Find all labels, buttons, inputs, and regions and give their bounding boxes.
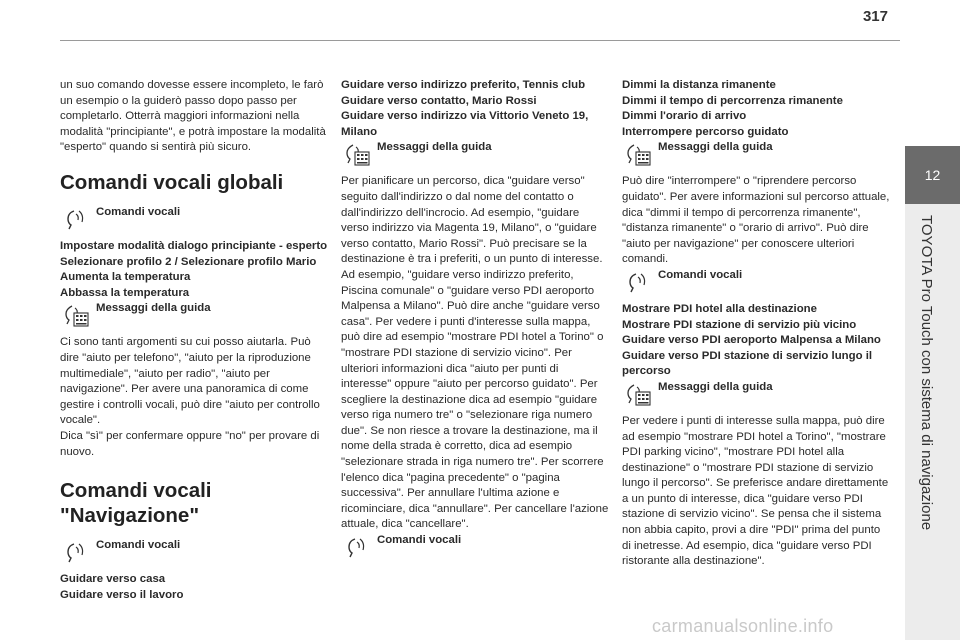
command-item: Abbassa la temperatura bbox=[60, 286, 190, 299]
voice-commands-label-row bbox=[60, 205, 328, 231]
help-text: Per pianificare un percorso, dica "guidare verso" seguito dall'indirizzo o dal nome del contatto o dall'indirizzo dell'incrocio. Ad esempio, "guidare verso indirizzo via Magenta 19, Milano", o "guidare verso contatto, Mario Rossi". Può precisare se la destinazione è tra i preferiti, o un punto di interesse. Ad esempio, "guidare verso indirizzo preferito, Piscina comunale" o "guidare verso PDI aeroporto Malpensa a Milano". Può dire anche "guidare verso casa". Per vedere i punti d'interesse sulla mappa, può dire ad esempio "mostrare PDI hotel a Torino" o "mostrare PDI stazione di servizio vicino". Per ulteriori informazioni dica "aiuto per punti di interesse" oppure "aiuto per percorso guidato". Per scegliere la destinazione dica ad esempio "guidare verso riga numero tre" o "selezionare riga numero due". Se non riesce a trovare la destinazione, ma il nome della strada è corretto, dica ad esempio "selezionare strada in riga numero tre". Per scorrere l'elenco dica "pagina precedente" o "pagina successiva". Per annullare l'ultima azione e ricominciare, dica "annullare". Per cancellare l'azione attuale, dica "cancellare". bbox=[341, 175, 609, 531]
voice-command-icon bbox=[60, 538, 90, 564]
heading-global-voice-commands: Comandi vocali globali bbox=[60, 170, 284, 194]
command-item: Impostare modalità dialogo principiante - esperto bbox=[60, 239, 328, 252]
command-item: Guidare verso indirizzo via Vittorio Veneto 19, Milano bbox=[341, 110, 589, 138]
command-item: Guidare verso PDI stazione di servizio lungo il percorso bbox=[622, 349, 873, 378]
guide-messages-label-row bbox=[622, 380, 890, 406]
watermark: carmanualsonline.info bbox=[652, 616, 834, 636]
guide-messages-label-row bbox=[60, 301, 328, 327]
command-item: Guidare verso il lavoro bbox=[60, 588, 184, 601]
voice-commands-label-row bbox=[622, 268, 890, 294]
guide-messages-label-row bbox=[341, 140, 609, 166]
guide-message-icon bbox=[622, 140, 652, 166]
guide-message-icon bbox=[341, 140, 371, 166]
voice-command-icon bbox=[341, 533, 371, 559]
guide-messages-label: Messaggi della guida bbox=[377, 141, 492, 154]
guide-message-icon bbox=[622, 380, 652, 406]
voice-command-icon bbox=[60, 205, 90, 231]
voice-commands-label: Comandi vocali bbox=[377, 534, 462, 547]
voice-commands-label: Comandi vocali bbox=[96, 205, 181, 218]
header-rule bbox=[60, 40, 900, 41]
command-item: Interrompere percorso guidato bbox=[622, 125, 789, 138]
intro-text: un suo comando dovesse essere incompleto, le farò un esempio o la guiderò passo dopo passo per completarlo. Otterrà maggiori informazioni nella modalità "principiante", e potrà impostare la modalità "esperto" quando si sentirà più sicuro. bbox=[60, 79, 326, 154]
command-item: Guidare verso casa bbox=[60, 573, 166, 586]
command-item: Aumenta la temperatura bbox=[60, 271, 191, 284]
voice-commands-label-row bbox=[341, 533, 609, 559]
voice-commands-label: Comandi vocali bbox=[658, 268, 743, 281]
command-item: Guidare verso PDI aeroporto Malpensa a Milano bbox=[622, 334, 881, 347]
heading-navigation-voice-commands: Comandi vocali "Navigazione" bbox=[60, 479, 212, 528]
command-item: Guidare verso indirizzo preferito, Tennis club bbox=[341, 79, 586, 91]
command-item: Dimmi la distanza rimanente bbox=[622, 79, 776, 91]
command-item: Mostrare PDI hotel alla destinazione bbox=[622, 302, 817, 315]
voice-command-icon bbox=[622, 268, 652, 294]
voice-commands-label: Comandi vocali bbox=[96, 539, 181, 552]
guide-messages-label-row bbox=[622, 140, 890, 166]
chapter-tab bbox=[905, 146, 960, 204]
guide-messages-label: Messaggi della guida bbox=[96, 302, 211, 315]
column-2 bbox=[341, 78, 609, 567]
command-item: Dimmi il tempo di percorrenza rimanente bbox=[622, 94, 843, 107]
page-number: 317 bbox=[862, 8, 888, 25]
help-text: Ci sono tanti argomenti su cui posso aiutarla. Può dire "aiuto per telefono", "aiuto per la riproduzione multimediale", "aiuto per radio", "aiuto per navigazione". Per avere una panoramica di come gestire i controlli vocali, può dire "aiuto per controllo vocale". Dica "sì" per confermare oppure "no" per provare di nuovo. bbox=[60, 336, 320, 458]
help-text: Può dire "interrompere" o "riprendere percorso guidato". Per avere informazioni sul percorso attuale, dica "dimmi il tempo di percorrenza rimanente", "distanza rimanente" o "orario di arrivo". Può dire "aiuto per navigazione" per conoscere ulteriori comandi. bbox=[622, 175, 890, 266]
chapter-title: TOYOTA Pro Touch con sistema di navigazione bbox=[918, 215, 935, 531]
command-item: Selezionare profilo 2 / Selezionare profilo Mario bbox=[60, 255, 317, 268]
command-item: Dimmi l'orario di arrivo bbox=[622, 110, 747, 123]
help-text: Per vedere i punti di interesse sulla mappa, può dire ad esempio "mostrare PDI hotel a Torino", "mostrare PDI parking vicino", "mostrare PDI hotel alla destinazione" o "mostrare PDI stazione di servizio lungo il percorso". Se preferisce andare direttamente a un punto di interesse, dica "guidare verso PDI stazione di servizio vicino". Se pensa che il sistema non abbia capito, provi a dire "PDI" prima del punto di inetresse. Ad esempio, dica "guidare verso PDI ristorante alla destinazione". bbox=[622, 414, 889, 568]
chapter-number: 12 bbox=[924, 167, 941, 183]
command-item: Mostrare PDI stazione di servizio più vicino bbox=[622, 318, 857, 331]
column-3 bbox=[622, 78, 890, 570]
command-item: Guidare verso contatto, Mario Rossi bbox=[341, 94, 537, 107]
column-1 bbox=[60, 78, 328, 603]
voice-commands-label-row bbox=[60, 538, 328, 564]
guide-messages-label: Messaggi della guida bbox=[658, 141, 773, 154]
guide-messages-label: Messaggi della guida bbox=[658, 380, 773, 393]
guide-message-icon bbox=[60, 301, 90, 327]
